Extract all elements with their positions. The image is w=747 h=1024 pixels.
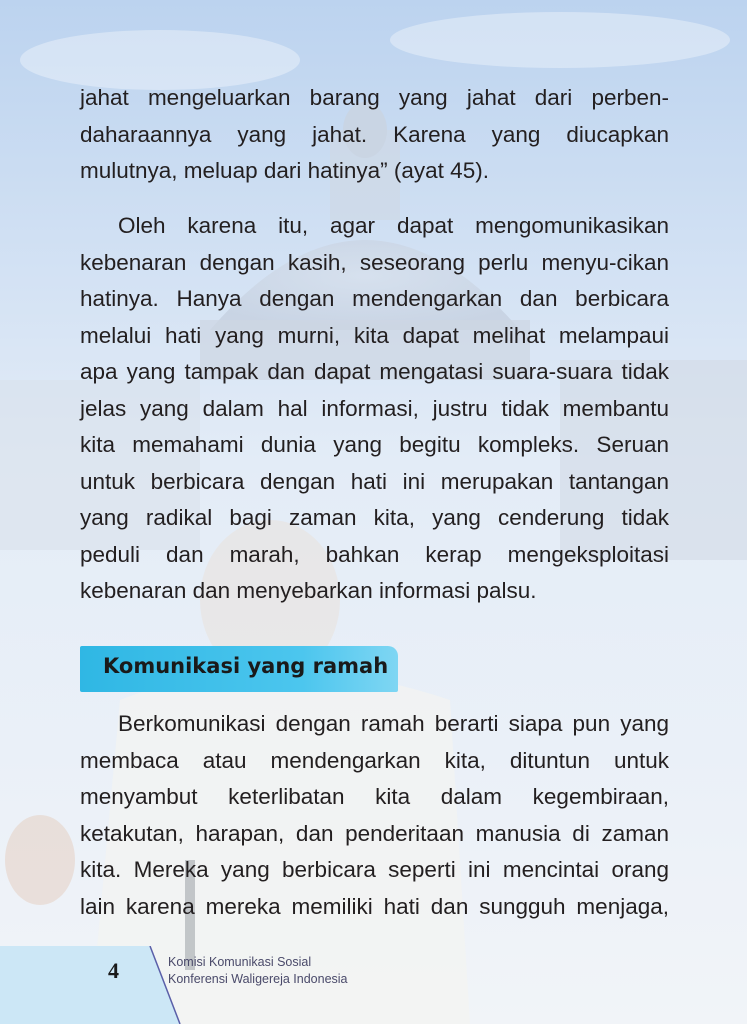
paragraph-3: [80, 706, 669, 925]
text-line: kebenaran dan menyebarkan informasi palsu.: [80, 578, 537, 603]
text-line: membaca atau mendengarkan kita, dituntun untuk: [80, 747, 669, 773]
text-line: mulutnya, meluap dari hatinya” (ayat 45).: [80, 158, 489, 183]
text-line: melalui hati yang murni, kita dapat melihat melampaui: [80, 322, 669, 348]
section-heading: Komunikasi yang ramah: [103, 654, 389, 678]
text-line: kita memahami dunia yang begitu kompleks. Seruan: [80, 432, 669, 457]
text-line: ketakutan, harapan, dan penderitaan manusia di zaman: [80, 820, 669, 846]
text-line: jelas yang dalam hal informasi, justru tidak membantu: [80, 395, 669, 421]
text-line: daharaannya yang jahat. Karena yang diucapkan: [80, 121, 669, 147]
text-line: jahat mengeluarkan barang yang jahat dari perben-: [80, 85, 669, 110]
text-line: menyambut keterlibatan kita dalam kegembiraan,: [80, 784, 669, 809]
text-line: apa yang tampak dan dapat mengatasi suara-suara tidak: [80, 359, 669, 384]
page-number: 4: [108, 958, 119, 983]
text-line: hatinya. Hanya dengan mendengarkan dan berbicara: [80, 286, 669, 311]
text-line: untuk berbicara dengan hati ini merupakan tantangan: [80, 468, 669, 494]
publisher-line-1: Komisi Komunikasi Sosial: [168, 955, 312, 969]
text-line: lain karena mereka memiliki hati dan sungguh menjaga,: [80, 893, 669, 919]
text-line: Berkomunikasi dengan ramah berarti siapa pun yang: [118, 711, 669, 736]
paragraph-2: [80, 208, 669, 610]
text-line: kita. Mereka yang berbicara seperti ini mencintai orang: [80, 857, 669, 882]
text-line: peduli dan marah, bahkan kerap mengeksploitasi: [80, 541, 669, 567]
text-line: Oleh karena itu, agar dapat mengomunikasikan: [118, 213, 669, 238]
text-line: kebenaran dengan kasih, seseorang perlu menyu-cikan: [80, 249, 669, 275]
paragraph-1: [80, 80, 669, 190]
text-line: yang radikal bagi zaman kita, yang cenderung tidak: [80, 505, 669, 530]
publisher-line-2: Konferensi Waligereja Indonesia: [168, 972, 348, 986]
